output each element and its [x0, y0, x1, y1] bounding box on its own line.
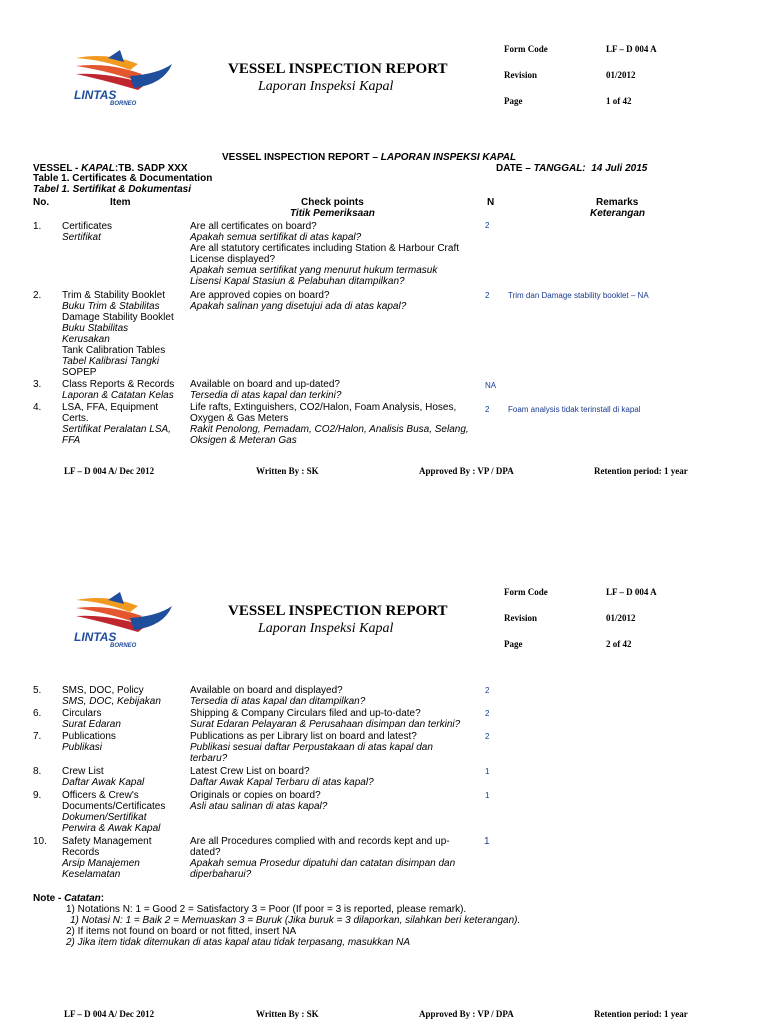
row-check-id: Apakah semua sertifikat di atas kapal?	[190, 232, 362, 243]
col-item: Item	[110, 197, 131, 208]
row-n: 2	[485, 732, 490, 741]
row-item-b: Documents/Certificates	[62, 801, 166, 812]
row-check2b: License displayed?	[190, 254, 276, 265]
vessel-prefix: VESSEL -	[33, 163, 82, 174]
page-number: 1 of 42	[606, 96, 632, 106]
row-item-id2: FFA	[62, 435, 81, 446]
row-check: Originals or copies on board?	[190, 790, 321, 801]
row-check-b: Oxygen & Gas Meters	[190, 413, 289, 424]
row-item-id: SMS, DOC, Kebijakan	[62, 696, 161, 707]
row-item-id2: Keselamatan	[62, 869, 121, 880]
row-check-id: Publikasi sesuai daftar Perpustakaan di atas kapal dan	[190, 742, 433, 753]
footer-code: LF – D 004 A/ Dec 2012	[64, 1009, 155, 1019]
row-check: Latest Crew List on board?	[190, 766, 310, 777]
row-item: SMS, DOC, Policy	[62, 685, 144, 696]
row-check-id-b: Oksigen & Meteran Gas	[190, 435, 297, 446]
vessel-line: VESSEL - KAPAL:TB. SADP XXX	[33, 163, 188, 174]
row-item: Class Reports & Records	[62, 379, 175, 390]
banner	[222, 152, 516, 163]
row-item: Officers & Crew's	[62, 790, 139, 801]
row-check-id: Apakah semua Prosedur dipatuhi dan catatan disimpan dan	[190, 858, 456, 869]
row-no: 10.	[33, 836, 47, 847]
vessel-kapal: KAPAL	[81, 163, 115, 174]
row-check-id: Tersedia di atas kapal dan terkini?	[190, 390, 342, 401]
row-n: 2	[485, 709, 490, 718]
form-code-label: Form Code	[504, 44, 548, 54]
date-prefix: DATE –	[496, 163, 534, 174]
row-check2-idb: Lisensi Kapal Stasiun & Pelabuhan ditampilkan?	[190, 276, 405, 287]
note-line-2: 1) Notasi N: 1 = Baik 2 = Memuaskan 3 = Buruk (Jika buruk = 3 dilaporkan, silahkan beri keterangan).	[70, 915, 521, 926]
row-no: 7.	[33, 731, 42, 742]
logo-subtext: BORNEO	[110, 643, 137, 649]
row-n: 2	[485, 405, 490, 414]
banner-id: LAPORAN INSPEKSI KAPAL	[380, 152, 517, 163]
row-item-id: Sertifikat	[62, 232, 101, 243]
logo-text: LINTAS	[74, 630, 117, 644]
row-check-id2: terbaru?	[190, 753, 228, 764]
page-number: 2 of 42	[606, 639, 632, 649]
row-item-id: Buku Trim & Stabilitas	[62, 301, 160, 312]
note-label-en: Note -	[33, 893, 65, 904]
col-no: No.	[33, 197, 50, 208]
form-code-label: Form Code	[504, 587, 548, 597]
row-item-id: Laporan & Catatan Kelas	[62, 390, 174, 401]
footer-written: Written By : SK	[256, 466, 319, 476]
note-label: Note - Catatan:	[33, 893, 105, 904]
row-check: Are all certificates on board?	[190, 221, 317, 232]
row-check-id: Tersedia di atas kapal dan ditampilkan?	[190, 696, 366, 707]
row-no: 8.	[33, 766, 42, 777]
footer-code: LF – D 004 A/ Dec 2012	[64, 466, 155, 476]
note-label-id: Catatan	[64, 893, 101, 904]
row-check: Available on board and displayed?	[190, 685, 343, 696]
row-item: Circulars	[62, 708, 102, 719]
row-item-b: Certs.	[62, 413, 89, 424]
footer-approved: Approved By : VP / DPA	[419, 1009, 514, 1019]
row-item3-id: Tabel Kalibrasi Tangki	[62, 356, 160, 367]
date-tanggal: TANGGAL:	[533, 163, 586, 174]
row-n: 1	[485, 767, 490, 776]
row-item-id: Dokumen/Sertifikat	[62, 812, 147, 823]
row-no: 5.	[33, 685, 42, 696]
row-check-id: Apakah salinan yang disetujui ada di atas kapal?	[190, 301, 407, 312]
row-check: Are all Procedures complied with and records kept and up-	[190, 836, 450, 847]
row-item-b: Records	[62, 847, 100, 858]
revision-value: 01/2012	[606, 613, 636, 623]
banner-en: VESSEL INSPECTION REPORT –	[222, 152, 381, 163]
col-check: Check points	[301, 197, 364, 208]
page-label: Page	[504, 639, 523, 649]
row-item: Crew List	[62, 766, 104, 777]
table-title-id: Tabel 1. Sertifikat & Dokumentasi	[33, 184, 192, 195]
date-value: 14 Juli 2015	[591, 163, 648, 174]
note-line-3: 2) If items not found on board or not fitted, insert NA	[66, 926, 297, 937]
row-no: 2.	[33, 290, 42, 301]
col-remarks-id: Keterangan	[590, 208, 646, 219]
row-check: Available on board and up-dated?	[190, 379, 340, 390]
row-item-id: Publikasi	[62, 742, 103, 753]
row-check-id: Asli atau salinan di atas kapal?	[190, 801, 328, 812]
revision-value: 01/2012	[606, 70, 636, 80]
row-item-id: Sertifikat Peralatan LSA,	[62, 424, 171, 435]
row-item: Publications	[62, 731, 116, 742]
row-check: Publications as per Library list on board and latest?	[190, 731, 417, 742]
revision-label: Revision	[504, 613, 538, 623]
row-remark: Trim dan Damage stability booklet – NA	[508, 291, 649, 300]
row-no: 1.	[33, 221, 42, 232]
note-line-1: 1) Notations N: 1 = Good 2 = Satisfactory 3 = Poor (If poor = 3 is reported, please remark).	[66, 904, 467, 915]
footer-approved: Approved By : VP / DPA	[419, 466, 514, 476]
revision-label: Revision	[504, 70, 538, 80]
row-item: Certificates	[62, 221, 113, 232]
row-item-id: Arsip Manajemen	[62, 858, 140, 869]
row-item-id2: Perwira & Awak Kapal	[62, 823, 161, 834]
table-title: Table 1. Certificates & Documentation	[33, 173, 213, 184]
date-line	[496, 163, 647, 174]
row-item: LSA, FFA, Equipment	[62, 402, 159, 413]
note-line-4: 2) Jika item tidak ditemukan di atas kapal atau tidak terpasang, masukkan NA	[66, 937, 411, 948]
logo-subtext: BORNEO	[110, 101, 137, 107]
row-item: Safety Management	[62, 836, 152, 847]
report-title: VESSEL INSPECTION REPORT	[228, 61, 448, 77]
row-n: NA	[485, 381, 497, 390]
row-n: 2	[485, 291, 490, 300]
report-title: VESSEL INSPECTION REPORT	[228, 603, 448, 619]
page-label: Page	[504, 96, 523, 106]
row-no: 4.	[33, 402, 42, 413]
row-item2-id2: Kerusakan	[62, 334, 110, 345]
col-check-id: Titik Pemeriksaan	[290, 208, 375, 219]
row-remark: Foam analysis tidak terinstall di kapal	[508, 405, 641, 414]
form-code-value: LF – D 004 A	[606, 587, 657, 597]
row-check-id: Rakit Penolong, Pemadam, CO2/Halon, Analisis Busa, Selang,	[190, 424, 469, 435]
row-check2-id: Apakah semua sertifikat yang menurut hukum termasuk	[190, 265, 438, 276]
row-item-id: Daftar Awak Kapal	[62, 777, 145, 788]
footer-retention: Retention period: 1 year	[594, 466, 688, 476]
row-item2-id: Buku Stabilitas	[62, 323, 129, 334]
vessel-name: TB. SADP XXX	[118, 163, 188, 174]
row-check-id: Surat Edaran Pelayaran & Perusahaan disimpan dan terkini?	[190, 719, 461, 730]
report-subtitle: Laporan Inspeksi Kapal	[258, 621, 394, 636]
row-no: 9.	[33, 790, 42, 801]
col-n: N	[487, 197, 495, 208]
row-item: Trim & Stability Booklet	[62, 290, 165, 301]
row-n: 1	[484, 836, 490, 847]
row-n: 1	[485, 791, 490, 800]
row-check: Life rafts, Extinguishers, CO2/Halon, Foam Analysis, Hoses,	[190, 402, 457, 413]
row-no: 3.	[33, 379, 42, 390]
row-item4: SOPEP	[62, 367, 97, 378]
footer-written: Written By : SK	[256, 1009, 319, 1019]
row-check-id2: diperbaharui?	[190, 869, 252, 880]
logo-text: LINTAS	[74, 88, 117, 102]
row-check-b: dated?	[190, 847, 221, 858]
row-item3: Tank Calibration Tables	[62, 345, 166, 356]
row-n: 2	[485, 221, 490, 230]
row-check2: Are all statutory certificates including Station & Harbour Craft	[190, 243, 460, 254]
form-code-value: LF – D 004 A	[606, 44, 657, 54]
row-check: Shipping & Company Circulars filed and up-to-date?	[190, 708, 421, 719]
row-check: Are approved copies on board?	[190, 290, 330, 301]
row-n: 2	[485, 686, 490, 695]
row-check-id: Daftar Awak Kapal Terbaru di atas kapal?	[190, 777, 374, 788]
col-remarks: Remarks	[596, 197, 639, 208]
row-no: 6.	[33, 708, 42, 719]
row-item-id: Surat Edaran	[62, 719, 121, 730]
footer-retention: Retention period: 1 year	[594, 1009, 688, 1019]
row-item2: Damage Stability Booklet	[62, 312, 174, 323]
report-subtitle: Laporan Inspeksi Kapal	[258, 79, 394, 94]
